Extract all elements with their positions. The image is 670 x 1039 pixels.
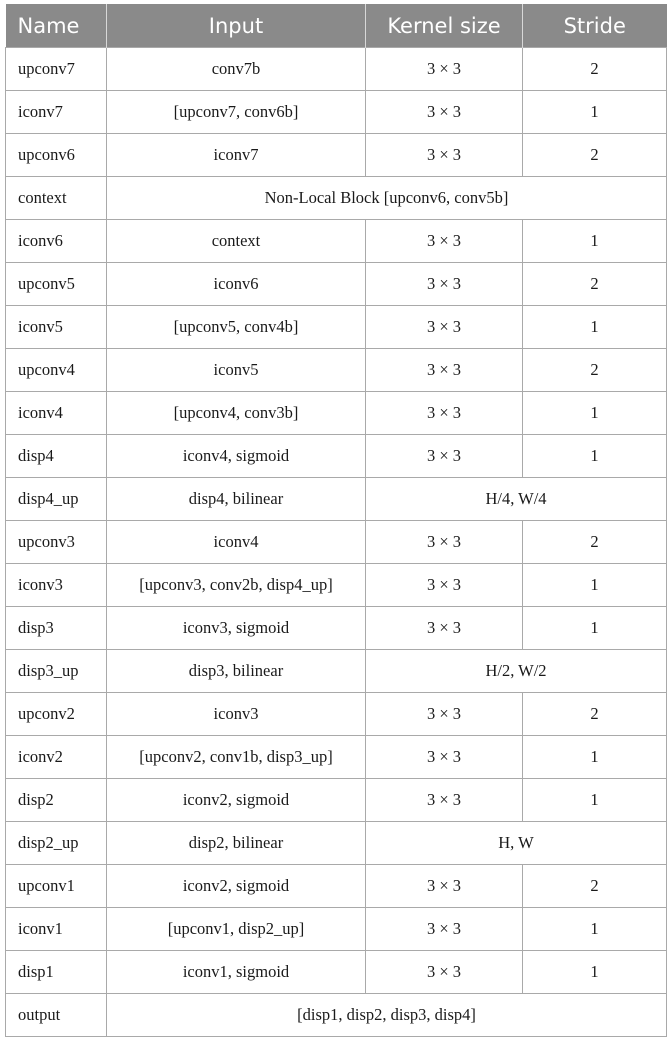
table-row bbox=[6, 521, 667, 564]
cell-stride: 1 bbox=[523, 564, 667, 607]
cell-name: disp4 bbox=[6, 435, 107, 478]
header-name: Name bbox=[6, 4, 107, 48]
cell-stride: 2 bbox=[523, 48, 667, 91]
cell-stride: 1 bbox=[523, 736, 667, 779]
cell-input: iconv3 bbox=[107, 693, 366, 736]
cell-input: iconv4 bbox=[107, 521, 366, 564]
table-row bbox=[6, 177, 667, 220]
cell-input: [upconv1, disp2_up] bbox=[107, 908, 366, 951]
cell-input: disp4, bilinear bbox=[107, 478, 366, 521]
cell-output-size: H/4, W/4 bbox=[366, 478, 667, 521]
table-row bbox=[6, 349, 667, 392]
cell-kernel-size: 3 × 3 bbox=[366, 693, 523, 736]
table-row bbox=[6, 435, 667, 478]
cell-name: upconv4 bbox=[6, 349, 107, 392]
cell-kernel-size: 3 × 3 bbox=[366, 779, 523, 822]
cell-kernel-size: 3 × 3 bbox=[366, 865, 523, 908]
cell-name: iconv1 bbox=[6, 908, 107, 951]
table-row bbox=[6, 779, 667, 822]
cell-stride: 1 bbox=[523, 306, 667, 349]
cell-stride: 2 bbox=[523, 693, 667, 736]
cell-name: iconv2 bbox=[6, 736, 107, 779]
cell-stride: 1 bbox=[523, 220, 667, 263]
cell-input: iconv7 bbox=[107, 134, 366, 177]
table-row bbox=[6, 564, 667, 607]
cell-kernel-size: 3 × 3 bbox=[366, 48, 523, 91]
cell-name: disp2_up bbox=[6, 822, 107, 865]
cell-stride: 1 bbox=[523, 607, 667, 650]
cell-input: [upconv7, conv6b] bbox=[107, 91, 366, 134]
cell-input: context bbox=[107, 220, 366, 263]
cell-kernel-size: 3 × 3 bbox=[366, 607, 523, 650]
cell-name: iconv4 bbox=[6, 392, 107, 435]
cell-kernel-size: 3 × 3 bbox=[366, 263, 523, 306]
cell-kernel-size: 3 × 3 bbox=[366, 564, 523, 607]
cell-name: upconv6 bbox=[6, 134, 107, 177]
header-row bbox=[6, 4, 667, 48]
cell-kernel-size: 3 × 3 bbox=[366, 435, 523, 478]
cell-kernel-size: 3 × 3 bbox=[366, 349, 523, 392]
cell-stride: 1 bbox=[523, 779, 667, 822]
table-row bbox=[6, 650, 667, 693]
cell-name: iconv7 bbox=[6, 91, 107, 134]
table-row bbox=[6, 478, 667, 521]
table-row bbox=[6, 865, 667, 908]
cell-stride: 1 bbox=[523, 91, 667, 134]
cell-name: iconv3 bbox=[6, 564, 107, 607]
table-row bbox=[6, 693, 667, 736]
cell-input: iconv1, sigmoid bbox=[107, 951, 366, 994]
cell-name: disp3_up bbox=[6, 650, 107, 693]
cell-merged: Non-Local Block [upconv6, conv5b] bbox=[107, 177, 667, 220]
cell-name: disp2 bbox=[6, 779, 107, 822]
cell-stride: 1 bbox=[523, 951, 667, 994]
header-stride: Stride bbox=[523, 4, 667, 48]
cell-stride: 2 bbox=[523, 263, 667, 306]
cell-output-size: H/2, W/2 bbox=[366, 650, 667, 693]
cell-input: iconv2, sigmoid bbox=[107, 865, 366, 908]
cell-stride: 1 bbox=[523, 908, 667, 951]
cell-input: [upconv3, conv2b, disp4_up] bbox=[107, 564, 366, 607]
table-row bbox=[6, 607, 667, 650]
table-row bbox=[6, 908, 667, 951]
cell-kernel-size: 3 × 3 bbox=[366, 220, 523, 263]
cell-name: upconv7 bbox=[6, 48, 107, 91]
cell-input: [upconv5, conv4b] bbox=[107, 306, 366, 349]
cell-input: iconv3, sigmoid bbox=[107, 607, 366, 650]
cell-input: [upconv4, conv3b] bbox=[107, 392, 366, 435]
table-row bbox=[6, 822, 667, 865]
cell-name: output bbox=[6, 994, 107, 1037]
cell-input: iconv2, sigmoid bbox=[107, 779, 366, 822]
table-row bbox=[6, 48, 667, 91]
cell-name: context bbox=[6, 177, 107, 220]
header-input: Input bbox=[107, 4, 366, 48]
table-row bbox=[6, 263, 667, 306]
table-row bbox=[6, 134, 667, 177]
cell-input: conv7b bbox=[107, 48, 366, 91]
cell-name: disp4_up bbox=[6, 478, 107, 521]
cell-name: iconv5 bbox=[6, 306, 107, 349]
table-row bbox=[6, 392, 667, 435]
table-header bbox=[6, 4, 667, 48]
cell-merged: [disp1, disp2, disp3, disp4] bbox=[107, 994, 667, 1037]
cell-kernel-size: 3 × 3 bbox=[366, 951, 523, 994]
table-body bbox=[6, 48, 667, 1037]
cell-input: iconv6 bbox=[107, 263, 366, 306]
cell-output-size: H, W bbox=[366, 822, 667, 865]
table-row bbox=[6, 91, 667, 134]
table-row bbox=[6, 951, 667, 994]
cell-kernel-size: 3 × 3 bbox=[366, 736, 523, 779]
cell-kernel-size: 3 × 3 bbox=[366, 521, 523, 564]
cell-stride: 2 bbox=[523, 521, 667, 564]
cell-name: upconv5 bbox=[6, 263, 107, 306]
cell-name: iconv6 bbox=[6, 220, 107, 263]
cell-input: iconv4, sigmoid bbox=[107, 435, 366, 478]
cell-name: disp3 bbox=[6, 607, 107, 650]
cell-input: [upconv2, conv1b, disp3_up] bbox=[107, 736, 366, 779]
cell-stride: 2 bbox=[523, 134, 667, 177]
cell-kernel-size: 3 × 3 bbox=[366, 392, 523, 435]
cell-input: disp2, bilinear bbox=[107, 822, 366, 865]
cell-name: upconv2 bbox=[6, 693, 107, 736]
cell-name: disp1 bbox=[6, 951, 107, 994]
cell-name: upconv1 bbox=[6, 865, 107, 908]
cell-kernel-size: 3 × 3 bbox=[366, 306, 523, 349]
table-row bbox=[6, 220, 667, 263]
cell-stride: 2 bbox=[523, 865, 667, 908]
cell-stride: 2 bbox=[523, 349, 667, 392]
cell-input: disp3, bilinear bbox=[107, 650, 366, 693]
table-row bbox=[6, 736, 667, 779]
cell-input: iconv5 bbox=[107, 349, 366, 392]
cell-kernel-size: 3 × 3 bbox=[366, 908, 523, 951]
cell-kernel-size: 3 × 3 bbox=[366, 91, 523, 134]
cell-kernel-size: 3 × 3 bbox=[366, 134, 523, 177]
layer-table bbox=[5, 4, 667, 1037]
table-row bbox=[6, 306, 667, 349]
cell-stride: 1 bbox=[523, 435, 667, 478]
cell-stride: 1 bbox=[523, 392, 667, 435]
table-row bbox=[6, 994, 667, 1037]
header-kernel-size: Kernel size bbox=[366, 4, 523, 48]
cell-name: upconv3 bbox=[6, 521, 107, 564]
